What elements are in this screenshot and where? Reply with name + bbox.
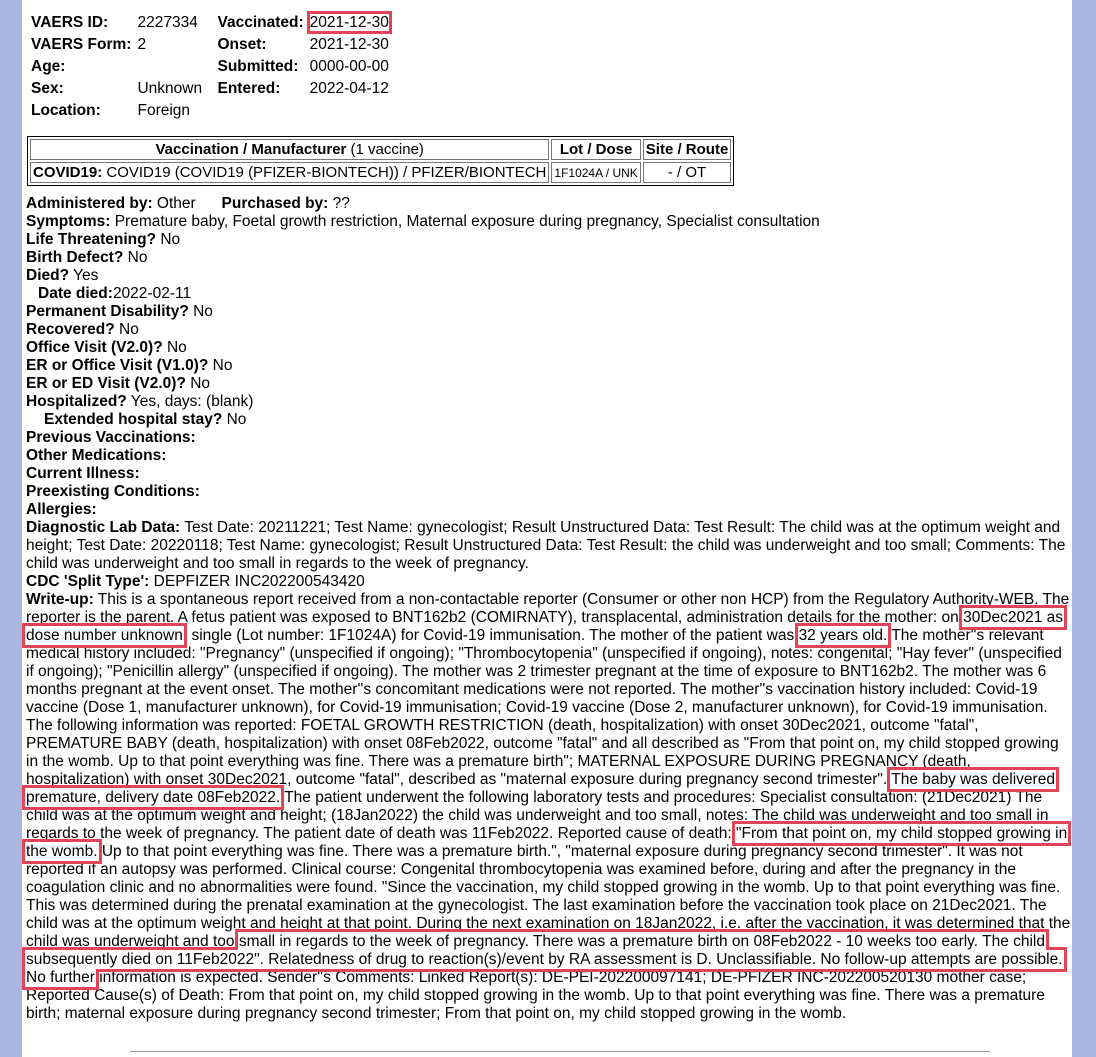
previous-vaccinations-row: Previous Vaccinations: — [26, 429, 196, 446]
sex-value: Unknown — [137, 80, 203, 97]
submitted-value: 0000-00-00 — [309, 58, 389, 75]
hospitalized-row: Hospitalized? Yes, days: (blank) — [26, 393, 254, 410]
vaers-form-label: VAERS Form: — [31, 36, 132, 53]
vaccine-col-header: Vaccination / Manufacturer (1 vaccine) — [30, 139, 549, 160]
life-threatening-row: Life Threatening? No — [26, 231, 181, 248]
age-label: Age: — [31, 58, 66, 75]
vaccinated-label: Vaccinated: — [217, 14, 304, 31]
er-ed-visit-row: ER or ED Visit (V2.0)? No — [26, 375, 211, 392]
vaers-form-value: 2 — [137, 36, 147, 53]
lot-col-header: Lot / Dose — [551, 139, 640, 160]
highlight-age: 32 years old. — [798, 627, 888, 644]
extended-stay-row: Extended hospital stay? No — [44, 411, 247, 428]
allergies-row: Allergies: — [26, 501, 97, 518]
date-died-row: Date died:2022-02-11 — [38, 285, 192, 302]
died-row: Died? Yes — [26, 267, 99, 284]
site-cell: - / OT — [643, 162, 732, 183]
table-row — [30, 162, 731, 183]
onset-label: Onset: — [217, 36, 267, 53]
current-illness-row: Current Illness: — [26, 465, 140, 482]
submitted-label: Submitted: — [217, 58, 299, 75]
birth-defect-row: Birth Defect? No — [26, 249, 148, 266]
location-value: Foreign — [137, 102, 191, 119]
permanent-disability-row: Permanent Disability? No — [26, 303, 213, 320]
recovered-row: Recovered? No — [26, 321, 139, 338]
diagnostic-lab-data: Diagnostic Lab Data: Test Date: 20211221; Test Name: gynecologist; Result Unstructured Data: Test Result: The child was at the optimum weight and height; Test Date: 20220118; Test Name: gynecologist; Result Unstructured Data: Test Result: the child was underweight and too small; Comments: The child was underweight and too small in regards to the week of pregnancy. — [26, 519, 1066, 572]
sex-label: Sex: — [31, 80, 64, 97]
highlight-dose: 30Dec2021 as dose number unknown — [26, 609, 1064, 644]
er-office-visit-row: ER or Office Visit (V1.0)? No — [26, 357, 233, 374]
report-header — [28, 12, 392, 122]
location-label: Location: — [31, 102, 101, 119]
site-col-header: Site / Route — [643, 139, 732, 160]
vaccinated-value: 2021-12-30 — [309, 14, 389, 31]
report-details — [26, 195, 1072, 1023]
vaers-id-value: 2227334 — [137, 14, 198, 31]
onset-value: 2021-12-30 — [309, 36, 389, 53]
preexisting-conditions-row: Preexisting Conditions: — [26, 483, 200, 500]
vaers-id-label: VAERS ID: — [31, 14, 109, 31]
divider — [130, 1051, 990, 1052]
age-value — [134, 56, 214, 78]
highlight-premature-birth: small in regards to the week of pregnancy. There was a premature birth on 08Feb2022 - 10 weeks too early. The child subsequently died on 11Feb2022". Relatedness of drug to reaction(s)/event by RA assessment is D. Unclassifiable. No follow-up attempts are possible. No further — [26, 933, 1063, 986]
entered-value: 2022-04-12 — [309, 80, 389, 97]
split-type-row: CDC 'Split Type': DEPFIZER INC202200543420 — [26, 573, 365, 590]
vaccine-table — [27, 136, 734, 186]
vaccine-cell: COVID19: COVID19 (COVID19 (PFIZER-BIONTECH)) / PFIZER/BIONTECH — [30, 162, 549, 183]
other-medications-row: Other Medications: — [26, 447, 167, 464]
administered-row: Administered by: Other Purchased by: ?? — [26, 195, 350, 212]
entered-label: Entered: — [217, 80, 281, 97]
symptoms-row: Symptoms: Premature baby, Foetal growth restriction, Maternal exposure during pregnancy, Specialist consultation — [26, 213, 820, 230]
office-visit-row: Office Visit (V2.0)? No — [26, 339, 187, 356]
report-page — [22, 0, 1072, 1057]
highlight-delivery: The baby was delivered premature, delivery date 08Feb2022. — [26, 771, 1055, 806]
write-up: Write-up: This is a spontaneous report received from a non-contactable reporter (Consumer or other non HCP) from the Regulatory Authority-WEB. The reporter is the parent. A fetus patient was exposed to BNT162b2 (COMIRNATY), transplacental, administration details for the mother: on 30Dec2021 as dose number unknown, single (Lot number: 1F1024A) for Covid-19 immunisation. The mother of the patient was 32 years old. The mother''s relevant medical history included: "Pregnancy" (unspecified if ongoing); "Thrombocytopenia" (unspecified if ongoing), notes: congenital; "Hay fever" (unspecified if ongoing); "Penicillin allergy" (unspecified if ongoing). The mother was 2 trimester pregnant at the time of exposure to BNT162b2. The mother was 6 months pregnant at the event onset. The mother''s concomitant medications were not reported. The mother''s vaccination history included: Covid-19 vaccine (Dose 1, manufacturer unknown), for Covid-19 immunisation; Covid-19 vaccine (Dose 2, manufacturer unknown), for Covid-19 immunisation. The following information was reported: FOETAL GROWTH RESTRICTION (death, hospitalization) with onset 30Dec2021, outcome "fatal", PREMATURE BABY (death, hospitalization) with onset 08Feb2022, outcome "fatal" and all described as "From that point on, my child stopped growing in the womb. Up to that point everything was fine. There was a premature birth"; MATERNAL EXPOSURE DURING PREGNANCY (death, hospitalization) with onset 30Dec2021, outcome "fatal", described as "maternal exposure during pregnancy second trimester". The baby was delivered premature, delivery date 08Feb2022. The patient underwent the following laboratory tests and procedures: Specialist consultation: (21Dec2021) The child was at the optimum weight and height; (18Jan2022) the child was underweight and too small, notes: The child was underweight and too small in regards to the week of pregnancy. The patient date of death was 11Feb2022. Reported cause of death: "From that point on, my child stopped growing in the womb. Up to that point everything was fine. There was a premature birth.", "maternal exposure during pregnancy second trimester". It was not reported if an autopsy was performed. Clinical course: Congenital thrombocytopenia was examined before, during and after the pregnancy in the coagulation clinic and no abnormalities were found. "Since the vaccination, my child stopped growing in the womb. Up to that point everything was fine. This was determined during the prenatal examination at the gynecologist. The last examination before the vaccination took place on 21Dec2021. The child was at the optimum weight and height at that point. During the next examination on 18Jan2022, i.e. after the vaccination, it was determined that the child was underweight and too small in regards to the week of pregnancy. There was a premature birth on 08Feb2022 - 10 weeks too early. The child subsequently died on 11Feb2022". Relatedness of drug to reaction(s)/event by RA assessment is D. Unclassifiable. No follow-up attempts are possible. No further information is expected. Sender''s Comments: Linked Report(s): DE-PEI-202200097141; DE-PFIZER INC-202200520130 mother case; Reported Cause(s) of Death: From that point on, my child stopped growing in the womb. Up to that point everything was fine. There was a premature birth; maternal exposure during pregnancy second trimester; From that point on, my child stopped growing in the womb. — [26, 591, 1071, 1022]
highlight-cause: "From that point on, my child stopped growing in the womb. — [26, 825, 1068, 860]
lot-cell: 1F1024A / UNK — [551, 162, 640, 183]
